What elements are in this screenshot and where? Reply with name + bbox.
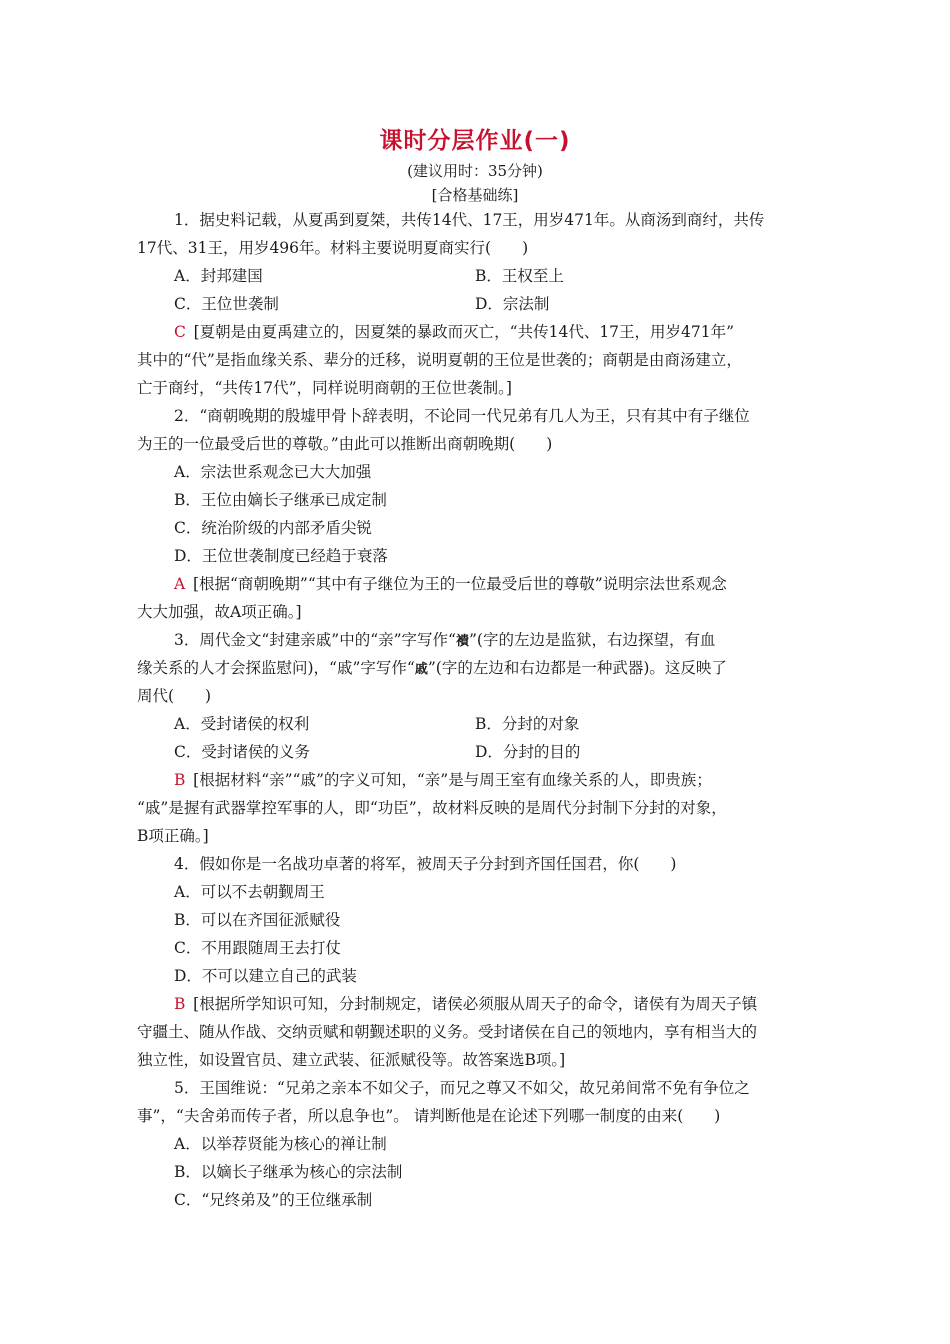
q5-stem-line: 5．王国维说：“兄弟之亲本不如父子，而兄之尊又不如父，故兄弟间常不免有争位之 — [174, 1079, 750, 1097]
q2-option-a: A．宗法世系观念已大大加强 — [174, 463, 372, 481]
q5-option-c: C．“兄终弟及”的王位继承制 — [174, 1191, 373, 1209]
q3-stem-line: 缘关系的人才会探监慰问)，“戚”字写作“戚”(字的左边和右边都是一种武器)。这反映了 — [137, 654, 817, 684]
q5-option-a: A．以举荐贤能为核心的禅让制 — [174, 1135, 387, 1153]
q3-explanation-line: “戚”是握有武器掌控军事的人，即“功臣”，故材料反映的是周代分封制下分封的对象， — [137, 799, 727, 817]
suggested-time: (建议用时：35分钟) — [407, 162, 543, 180]
q3-option-c: C．受封诸侯的义务 — [174, 743, 310, 761]
q1-option-b: B．王权至上 — [475, 267, 564, 285]
q1-explanation-line: 亡于商纣，“共传17代”，同样说明商朝的王位世袭制。] — [137, 379, 512, 397]
ancient-character-qi: 戚 — [414, 662, 428, 677]
q4-stem-line: 4．假如你是一名战功卓著的将军，被周天子分封到齐国任国君，你( ) — [174, 855, 677, 873]
q2-stem-line: 为王的一位最受后世的尊敬。”由此可以推断出商朝晚期( ) — [137, 435, 553, 453]
q2-option-d: D．王位世袭制度已经趋于衰落 — [174, 547, 388, 565]
q3-stem-line: 周代( ) — [137, 687, 212, 705]
q1-option-a: A．封邦建国 — [174, 267, 263, 285]
q1-explanation-line: C [夏朝是由夏禹建立的，因夏桀的暴政而灭亡，“共传14代、17王，用岁471年” — [174, 323, 735, 341]
q1-option-row — [174, 262, 854, 290]
q3-stem-line: 3．周代金文“封建亲戚”中的“亲”字写作“䙡”(字的左边是监狱，右边探望，有血 — [174, 626, 854, 656]
q3-option-row — [174, 710, 854, 738]
q4-option-c: C．不用跟随周王去打仗 — [174, 939, 341, 957]
q3-explanation-line: B项正确。] — [137, 827, 209, 845]
q2-answer: A — [174, 575, 186, 593]
q3-answer: B — [174, 771, 186, 789]
q5-option-b: B．以嫡长子继承为核心的宗法制 — [174, 1163, 403, 1181]
q5-stem-line: 事”，“夫舍弟而传子者，所以息争也”。 请判断他是在论述下列哪一制度的由来( ) — [137, 1107, 721, 1125]
q3-option-row — [174, 738, 854, 766]
q1-option-row — [174, 290, 854, 318]
q2-explanation-line: A [根据“商朝晚期”“其中有子继位为王的一位最受后世的尊敬”说明宗法世系观念 — [174, 575, 727, 593]
q4-answer: B — [174, 995, 186, 1013]
page-title: 课时分层作业(一) — [379, 128, 571, 154]
q2-explanation-line: 大大加强，故A项正确。] — [137, 603, 302, 621]
q4-explanation-line: 守疆土、随从作战、交纳贡赋和朝觐述职的义务。受封诸侯在自己的领地内，享有相当大的 — [137, 1023, 758, 1041]
q2-stem-line: 2．“商朝晚期的殷墟甲骨卜辞表明，不论同一代兄弟有几人为王，只有其中有子继位 — [174, 407, 750, 425]
q2-option-c: C．统治阶级的内部矛盾尖锐 — [174, 519, 372, 537]
q1-option-d: D．宗法制 — [475, 295, 550, 313]
q4-explanation-line: 独立性，如设置官员、建立武装、征派赋役等。故答案选B项。] — [137, 1051, 566, 1069]
q4-explanation-line: B [根据所学知识可知，分封制规定，诸侯必须服从周天子的命令，诸侯有为周天子镇 — [174, 995, 758, 1013]
q2-option-b: B．王位由嫡长子继承已成定制 — [174, 491, 387, 509]
q1-stem-line: 17代、31王，用岁496年。材料主要说明夏商实行( ) — [137, 239, 529, 257]
q1-option-c: C．王位世袭制 — [174, 295, 279, 313]
q3-option-d: D．分封的目的 — [475, 743, 581, 761]
q4-option-b: B．可以在齐国征派赋役 — [174, 911, 341, 929]
q1-answer: C — [174, 323, 186, 341]
q1-stem-line: 1．据史料记载，从夏禹到夏桀，共传14代、17王，用岁471年。从商汤到商纣，共传 — [174, 211, 765, 229]
q4-option-a: A．可以不去朝觐周王 — [174, 883, 325, 901]
q3-option-a: A．受封诸侯的权利 — [174, 715, 310, 733]
q4-option-d: D．不可以建立自己的武装 — [174, 967, 357, 985]
q3-option-b: B．分封的对象 — [475, 715, 580, 733]
ancient-character-qin: 䙡 — [455, 634, 469, 649]
q1-explanation-line: 其中的“代”是指血缘关系、辈分的迁移，说明夏朝的王位是世袭的；商朝是由商汤建立， — [137, 351, 742, 369]
q3-explanation-line: B [根据材料“亲”“戚”的字义可知，“亲”是与周王室有血缘关系的人，即贵族； — [174, 771, 712, 789]
section-heading: [合格基础练] — [431, 186, 519, 204]
